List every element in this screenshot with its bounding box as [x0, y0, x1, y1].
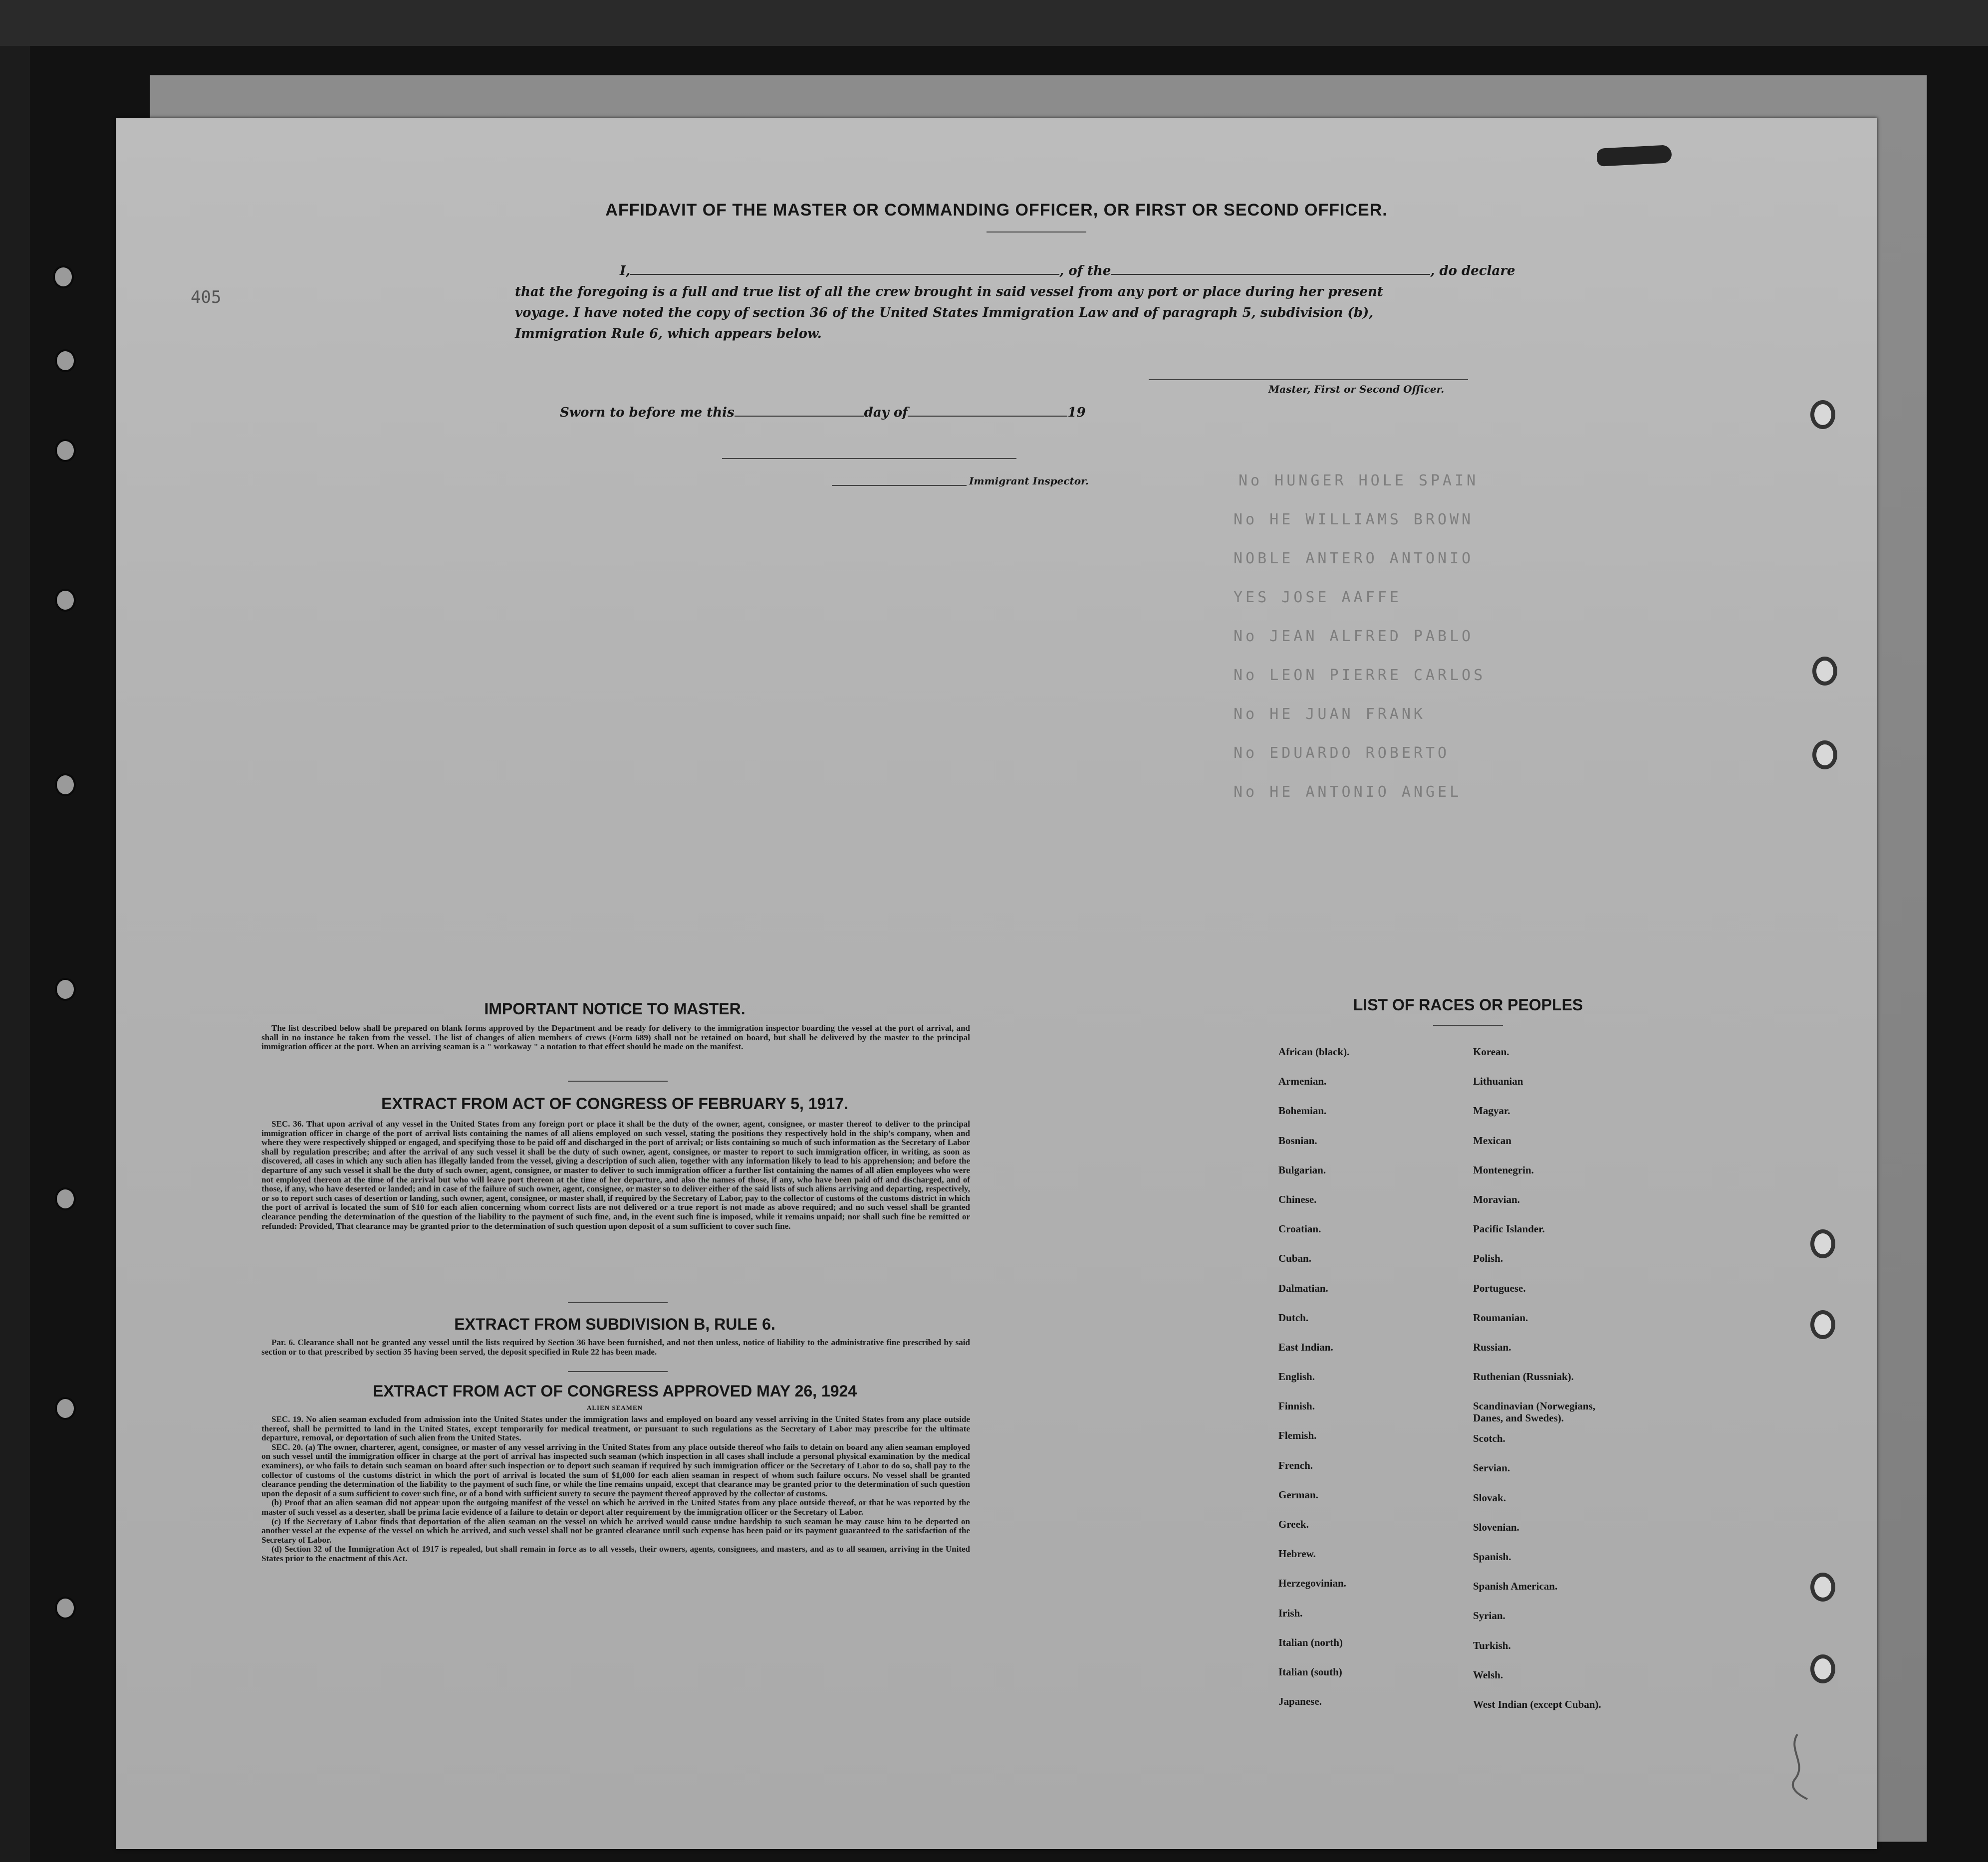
master-label: Master, First or Second Officer. — [1268, 383, 1445, 395]
bleed-through-row: No HUNGER HOLE SPAIN — [1239, 472, 1479, 489]
extract-1917-title: EXTRACT FROM ACT OF CONGRESS OF FEBRUARY 5, 1917. — [381, 1095, 848, 1113]
race-item: Herzegovinian. — [1278, 1577, 1346, 1590]
race-item: German. — [1278, 1488, 1318, 1501]
spine-hole — [55, 589, 76, 612]
race-item: Korean. — [1473, 1046, 1509, 1058]
bleed-through-row: No HE JUAN FRANK — [1234, 705, 1426, 723]
punch-hole — [1810, 400, 1835, 429]
extract-1924-paragraph: SEC. 19. No alien seaman excluded from admission into the United States under the immigration laws and employed on board any vessel arriving in the United States from any place outside thereof, shall be permitted to land in the United States, except temporarily for medical treatment, or pursuant to such regulations as the Secretary of Labor may prescribe for the ultimate departure, removal, or deportation of such alien from the United States. — [261, 1414, 970, 1443]
spine-hole — [55, 1397, 76, 1420]
sworn-month-blank[interactable] — [908, 405, 1067, 417]
extract-1924-paragraph: (c) If the Secretary of Labor finds that deportation of the alien seaman on the vessel on which he arrived would cause undue hardship to such seaman he may cause him to be deported on another vessel at the expense of the vessel on which he arrived, and such vessel shall not be granted clearance until such expense has been paid or its payment guaranteed to the satisfaction of the Secretary of Labor. — [261, 1516, 970, 1545]
race-item: Lithuanian — [1473, 1075, 1523, 1088]
race-item: Scotch. — [1473, 1432, 1505, 1445]
title-rule — [987, 232, 1086, 233]
ink-blot — [1596, 145, 1672, 167]
punch-hole — [1810, 1229, 1835, 1258]
race-item: Slovenian. — [1473, 1521, 1519, 1533]
extract-rule6-title: EXTRACT FROM SUBDIVISION B, RULE 6. — [454, 1315, 775, 1333]
spine-hole — [55, 978, 76, 1001]
inspector-rule — [722, 458, 1016, 459]
race-item: English. — [1278, 1371, 1315, 1383]
extract-rule6-rule — [568, 1371, 668, 1372]
race-item: Armenian. — [1278, 1075, 1327, 1088]
affidavit-line-4: Immigration Rule 6, which appears below. — [515, 326, 822, 341]
race-item: Bohemian. — [1278, 1105, 1327, 1117]
inspector-signature-line[interactable] — [832, 485, 967, 486]
race-item: Chinese. — [1278, 1193, 1317, 1205]
race-item: East Indian. — [1278, 1341, 1333, 1353]
race-item: Cuban. — [1278, 1252, 1311, 1265]
race-item: Scandinavian (Norwegians, Danes, and Swedes). — [1473, 1400, 1596, 1424]
top-scan-edge — [0, 0, 1988, 46]
race-item: African (black). — [1278, 1046, 1350, 1058]
punch-hole — [1810, 1573, 1835, 1602]
races-right-column — [1473, 1046, 1601, 1728]
race-item: Portuguese. — [1473, 1282, 1526, 1294]
race-item: Bosnian. — [1278, 1134, 1317, 1147]
spine-hole — [55, 1187, 76, 1210]
race-item: Dutch. — [1278, 1311, 1309, 1324]
vessel-name-blank[interactable] — [1111, 263, 1430, 275]
race-item: Russian. — [1473, 1341, 1511, 1353]
sworn-day-blank[interactable] — [735, 405, 864, 417]
bleed-through-row: No LEON PIERRE CARLOS — [1234, 667, 1486, 684]
races-title: LIST OF RACES OR PEOPLES — [1353, 996, 1583, 1014]
affidavit-title: AFFIDAVIT OF THE MASTER OR COMMANDING OFFICER, OR FIRST OR SECOND OFFICER. — [605, 201, 1388, 220]
race-item: Spanish American. — [1473, 1580, 1558, 1593]
bleed-through-row: No EDUARDO ROBERTO — [1234, 744, 1450, 762]
extract-1924-paragraph: SEC. 20. (a) The owner, charterer, agent, consignee, or master of any vessel arriving in the United States from any place outside thereof who fails to detain on board any alien seaman employed on such vessel until the immigration officer in charge at the port of arrival has inspected such seaman (which inspection in all cases shall include a personal physical examination by the medical examiners), or who fails to detain such seaman on board after such inspection or to deport such seaman if required by such immigration officer or the Secretary of Labor to do so, shall pay to the collector of customs of the customs district in which the port of arrival is located the sum of $1,000 for each alien seaman in respect of whom such failure occurs. No vessel shall be granted clearance pending the determination of the liability to the payment of such fine, or while the fine remains unpaid, except that clearance may be granted prior to the determination of such question upon the deposit of a sum sufficient to cover such fine, or of a bond with sufficient surety to secure the payment thereof approved by the collector of customs. — [261, 1442, 970, 1498]
notice-text: The list described below shall be prepared on blank forms approved by the Department and be ready for delivery to the immigration inspector boarding the vessel at the port of arrival, and shall in no instance be taken from the vessel. The list of changes of alien members of crews (Form 689) shall not be retained on board, but shall be delivered by the master to the principal immigration officer at the port. When an arriving seaman is a " workaway " a notation to that effect should be made on the manifest. — [261, 1023, 970, 1052]
race-item: Italian (north) — [1278, 1636, 1343, 1648]
punch-hole — [1812, 657, 1837, 686]
notice-title: IMPORTANT NOTICE TO MASTER. — [484, 1000, 746, 1018]
extract-1924-paragraph: (b) Proof that an alien seaman did not appear upon the outgoing manifest of the vessel on which he arrived in the United States from any place outside thereof, or that he was reported by the master of such vessel as a deserter, shall be prima facie evidence of a failure to detain or deport after requirement by the immigration officer or the Secretary of Labor. — [261, 1498, 970, 1517]
spine-hole — [55, 773, 76, 796]
race-item: Syrian. — [1473, 1610, 1505, 1622]
race-item: Finnish. — [1278, 1400, 1315, 1412]
races-left-column — [1278, 1046, 1349, 1725]
race-item: Croatian. — [1278, 1223, 1321, 1235]
officer-name-blank[interactable] — [630, 263, 1059, 275]
affidavit-line-3: voyage. I have noted the copy of section 36 of the United States Immigration Law and of paragraph 5, subdivision (b), — [515, 305, 1374, 320]
race-item: Greek. — [1278, 1518, 1309, 1530]
spine-hole — [55, 1597, 76, 1620]
extract-1924-subtitle: ALIEN SEAMEN — [586, 1404, 643, 1411]
master-signature-line[interactable] — [1149, 379, 1468, 380]
race-item: Spanish. — [1473, 1551, 1511, 1563]
race-item: Italian (south) — [1278, 1665, 1342, 1678]
extract-1924-paragraph: (d) Section 32 of the Immigration Act of 1917 is repealed, but shall remain in force as to all vessels, their owners, agents, consignees, and masters, and as to all seamen, arriving in the United States prior to the enactment of this Act. — [261, 1544, 970, 1563]
race-item: Polish. — [1473, 1252, 1503, 1265]
punch-hole — [1810, 1654, 1835, 1683]
inspector-label: Immigrant Inspector. — [969, 475, 1089, 487]
race-item: Flemish. — [1278, 1429, 1317, 1442]
affidavit-line-1: I, , of the , do declare — [620, 263, 1515, 278]
race-item: Mexican — [1473, 1134, 1511, 1147]
races-rule — [1433, 1025, 1503, 1026]
race-item: Welsh. — [1473, 1668, 1503, 1681]
race-item: Slovak. — [1473, 1491, 1506, 1504]
race-item: West Indian (except Cuban). — [1473, 1698, 1601, 1710]
manifest-page — [116, 118, 1877, 1849]
spine-hole — [55, 439, 76, 462]
race-item: Irish. — [1278, 1607, 1303, 1619]
affidavit-line-2: that the foregoing is a full and true list of all the crew brought in said vessel from any port or place during her present — [515, 284, 1383, 299]
sworn-line: Sworn to before me this day of 19 — [560, 405, 1086, 420]
spine-hole — [55, 349, 76, 372]
race-item: French. — [1278, 1459, 1313, 1471]
race-item: Montenegrin. — [1473, 1164, 1534, 1176]
extract-rule6-text: Par. 6. Clearance shall not be granted any vessel until the lists required by Section 36 have been furnished, and not then unless, notice of liability to the administrative fine prescribed by said section or to that prescribed by section 35 having been served, the deposit specified in Rule 22 has been made. — [261, 1338, 970, 1357]
race-item: Japanese. — [1278, 1695, 1322, 1708]
punch-hole — [1810, 1310, 1835, 1339]
notice-rule — [568, 1081, 668, 1082]
race-item: Pacific Islander. — [1473, 1223, 1545, 1235]
race-item: Magyar. — [1473, 1105, 1510, 1117]
spine-hole — [53, 265, 74, 288]
bleed-through-row: No HE ANTONIO ANGEL — [1234, 783, 1462, 801]
extract-1917-text: SEC. 36. That upon arrival of any vessel in the United States from any foreign port or place it shall be the duty of the owner, agent, consignee, or master thereof to deliver to the principal immigration officer in charge of the port of arrival lists containing the names of all aliens employed on such vessel, stating the positions they respectively hold in the ship's company, when and where they were respectively shipped or engaged, and specifying those to be paid off and discharged in the port of arrival; or lists containing so much of such information as the Secretary of Labor shall by regulation prescribe; and after the arrival of any such vessel it shall be the duty of such owner, agent, consignee, or master to report to such immigration officer, in writing, as soon as discovered, all cases in which any such alien has illegally landed from the vessel, giving a description of such alien, together with any information likely to lead to his apprehension; and before the departure of any such vessel it shall be the duty of such owner, agent, consignee, or master to deliver to such immigration officer a further list containing the names of all alien employees who were not employed thereon at the time of the arrival but who will leave port thereon at the time of her departure, and also the names of those, if any, who have been paid off and discharged, and of those, if any, who have deserted or landed; and in case of the failure of such owner, agent, consignee, or master so to deliver either of the said lists of such aliens arriving and departing, respectively, or so to report such cases of desertion or landing, such owner, agent, consignee, or master shall, if required by the Secretary of Labor, pay to the collector of customs of the customs district in which the port of arrival is located the sum of $10 for each alien concerning whom correct lists are not delivered or a true report is not made as above required; and no such vessel shall be granted clearance pending the determination of the question of the liability to the payment of such fine, and, in the event such fine is imposed, while it remains unpaid; nor shall such fine be remitted or refunded: Provided, That clearance may be granted prior to the determination of such question upon deposit of a sum sufficient to cover such fine. — [261, 1119, 970, 1231]
bleed-through-row: NOBLE ANTERO ANTONIO — [1234, 550, 1474, 567]
bleed-through-row: No HE WILLIAMS BROWN — [1234, 511, 1474, 528]
race-item: Roumanian. — [1473, 1311, 1528, 1324]
extract-1917-rule — [568, 1302, 668, 1303]
extract-1924-title: EXTRACT FROM ACT OF CONGRESS APPROVED MAY 26, 1924 — [372, 1382, 857, 1400]
bleed-through-row: YES JOSE AAFFE — [1234, 589, 1402, 606]
race-item: Bulgarian. — [1278, 1164, 1326, 1176]
race-item: Moravian. — [1473, 1193, 1520, 1205]
race-item: Dalmatian. — [1278, 1282, 1328, 1294]
handwritten-mark — [1777, 1729, 1817, 1804]
left-binding-edge — [0, 46, 30, 1862]
bleed-through-row: No JEAN ALFRED PABLO — [1234, 628, 1474, 645]
extract-1924-text — [261, 1415, 970, 1564]
affidavit-text — [515, 260, 1613, 344]
race-item: Ruthenian (Russniak). — [1473, 1371, 1574, 1383]
race-item: Servian. — [1473, 1462, 1510, 1474]
race-item: Hebrew. — [1278, 1548, 1316, 1560]
punch-hole — [1812, 740, 1837, 769]
margin-number: 405 — [191, 287, 222, 307]
race-item: Turkish. — [1473, 1639, 1511, 1651]
